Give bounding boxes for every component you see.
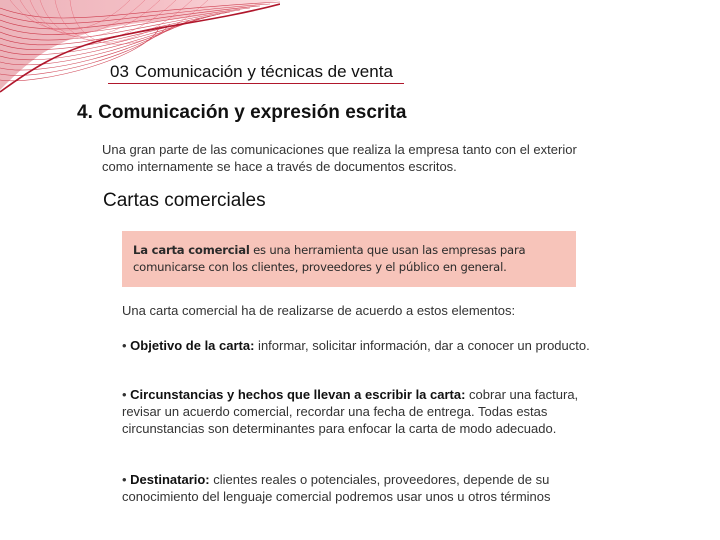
item-label: Circunstancias y hechos que llevan a escribir la carta:	[130, 387, 466, 402]
chapter-title: Comunicación y técnicas de venta	[134, 62, 393, 81]
item-text: clientes reales o potenciales, proveedores, depende de su conocimiento del lenguaje comercial podremos usar unos u otros términos	[122, 472, 551, 504]
callout-term: La carta comercial	[133, 243, 250, 257]
item-text: informar, solicitar información, dar a conocer un producto.	[254, 338, 590, 353]
item-label: Objetivo de la carta:	[130, 338, 255, 353]
item-text: cobrar una factura, revisar un acuerdo comercial, recordar una fecha de entrega. Todas estas circunstancias son determinantes para enfocar la carta de modo adecuado.	[122, 387, 579, 436]
callout-text: es una herramienta que usan las empresas para comunicarse con los clientes, proveedores y el público en general.	[133, 243, 526, 274]
bullet: •	[122, 472, 131, 487]
subsection-title: Cartas comerciales	[103, 190, 266, 211]
list-item-destinatario	[122, 471, 600, 505]
list-item-objetivo	[122, 337, 600, 354]
elements-lead: Una carta comercial ha de realizarse de acuerdo a estos elementos:	[122, 303, 516, 318]
section-title: 4. Comunicación y expresión escrita	[77, 102, 407, 123]
decorative-ribbon-graphic	[0, 0, 280, 100]
list-item-circunstancias	[122, 386, 600, 437]
bullet: •	[122, 338, 131, 353]
bullet: •	[122, 387, 131, 402]
chapter-number: 03	[110, 62, 129, 81]
chapter-heading	[110, 62, 393, 82]
section-intro: Una gran parte de las comunicaciones que realiza la empresa tanto con el exterior como internamente se hace a través de documentos escritos.	[102, 142, 577, 174]
chapter-underline	[108, 83, 404, 84]
definition-callout	[122, 231, 576, 287]
item-label: Destinatario:	[130, 472, 210, 487]
